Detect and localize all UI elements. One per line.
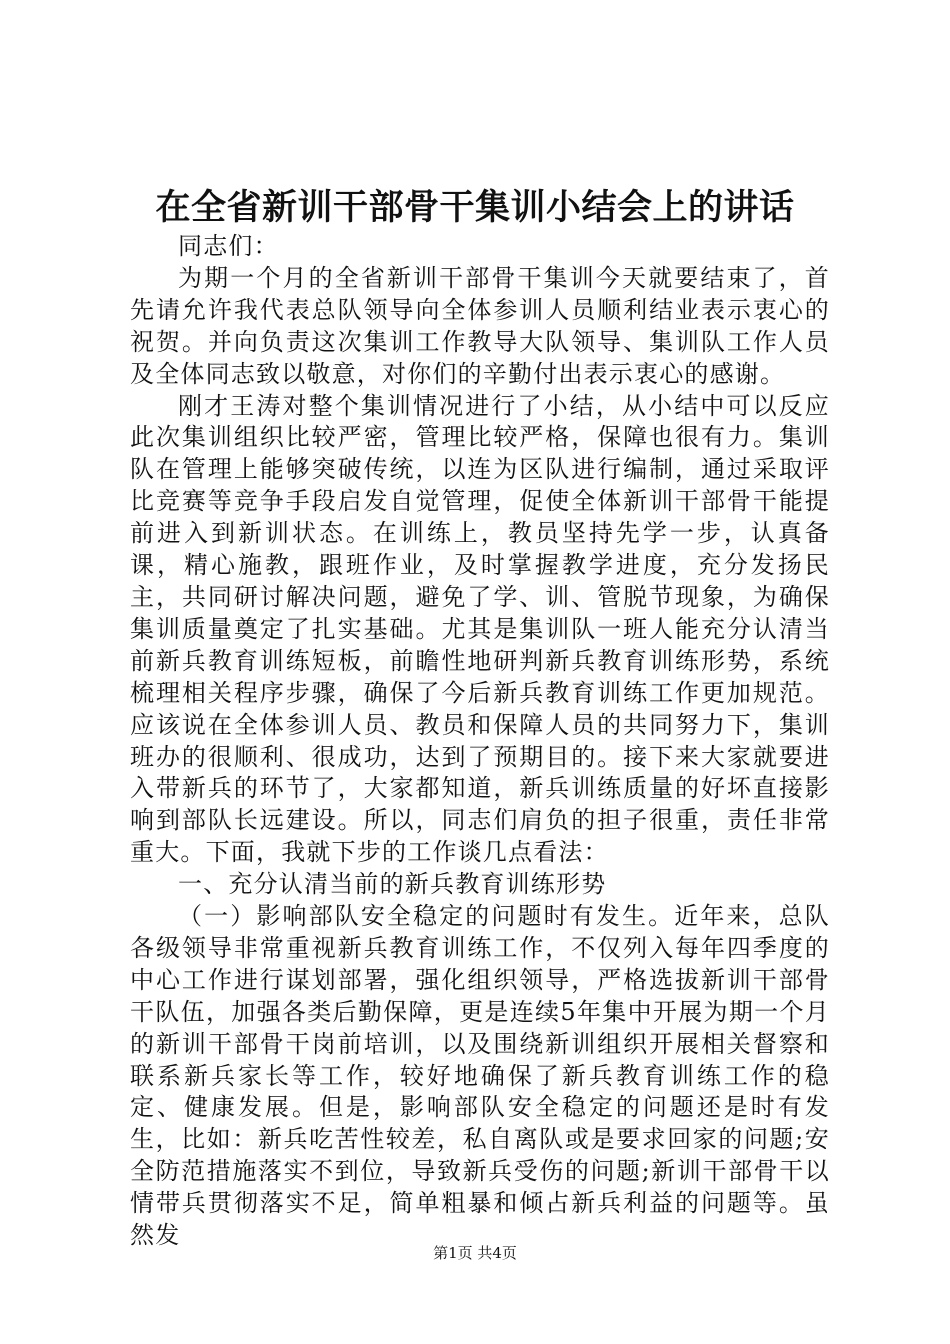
salutation: 同志们： (178, 232, 279, 260)
document-body (130, 231, 830, 1252)
page-footer: 第1页 共4页 (433, 1244, 517, 1262)
section-heading-1: 一、充分认清当前的新兵教育训练形势 (178, 870, 607, 899)
paragraph-opening: 为期一个月的全省新训干部骨干集训今天就要结束了，首先请允许我代表总队领导向全体参训人员顺利结业表示衷心的祝贺。并向负责这次集训工作教导大队领导、集训队工作人员及全体同志致以敬意，对你们的辛勤付出表示衷心的感谢。 (130, 263, 830, 388)
paragraph-subsection-1: （一）影响部队安全稳定的问题时有发生。近年来，总队各级领导非常重视新兵教育训练工作，不仅列入每年四季度的中心工作进行谋划部署，强化组织领导，严格选拔新训干部骨干队伍，加强各类后勤保障，更是连续5年集中开展为期一个月的新训干部骨干岗前培训，以及围绕新训组织开展相关督察和联系新兵家长等工作，较好地确保了新兵教育训练工作的稳定、健康发展。但是，影响部队安全稳定的问题还是时有发生，比如：新兵吃苦性较差，私自离队或是要求回家的问题;安全防范措施落实不到位，导致新兵受伤的问题;新训干部骨干以情带兵贯彻落实不足，简单粗暴和倾占新兵利益的问题等。虽然发 (130, 902, 830, 1250)
document-title: 在全省新训干部骨干集训小结会上的讲话 (155, 187, 795, 228)
paragraph-summary: 刚才王涛对整个集训情况进行了小结，从小结中可以反应此次集训组织比较严密，管理比较严格，保障也很有力。集训队在管理上能够突破传统，以连为区队进行编制，通过采取评比竞赛等竞争手段启发自觉管理，促使全体新训干部骨干能提前进入到新训状态。在训练上，教员坚持先学一步，认真备课，精心施教，跟班作业，及时掌握教学进度，充分发扬民主，共同研讨解决问题，避免了学、训、管脱节现象，为确保集训质量奠定了扎实基础。尤其是集训队一班人能充分认清当前新兵教育训练短板，前瞻性地研判新兵教育训练形势，系统梳理相关程序步骤，确保了今后新兵教育训练工作更加规范。应该说在全体参训人员、教员和保障人员的共同努力下，集训班办的很顺利、很成功，达到了预期目的。接下来大家就要进入带新兵的环节了，大家都知道，新兵训练质量的好坏直接影响到部队长远建设。所以，同志们肩负的担子很重，责任非常重大。下面，我就下步的工作谈几点看法： (130, 391, 830, 867)
